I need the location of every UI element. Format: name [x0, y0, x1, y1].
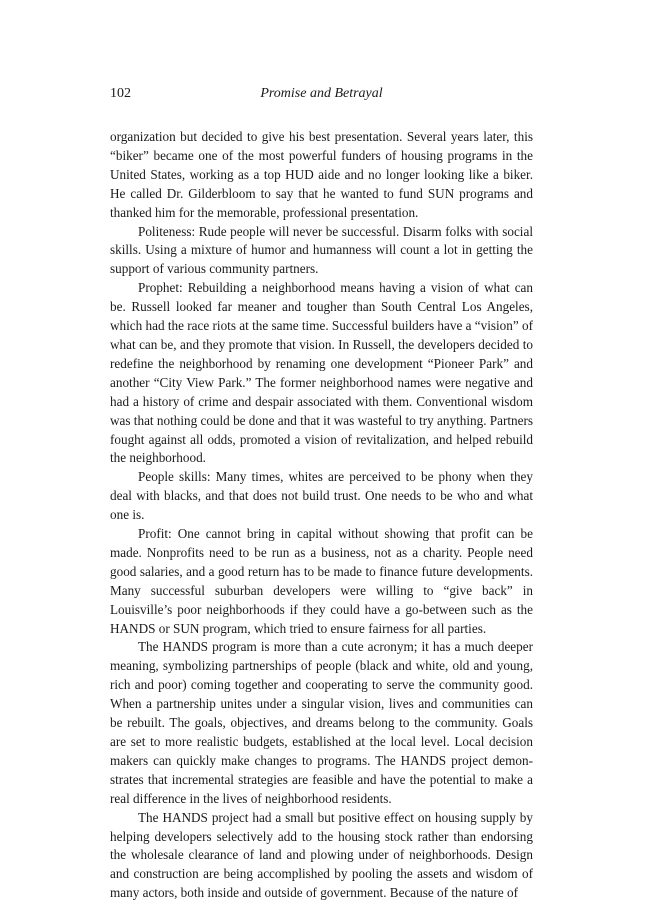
book-page: [110, 84, 533, 903]
paragraph-hands-effect: The HANDS project had a small but positive effect on housing supply by helping developers selectively add to the housing stock rather than endorsing the wholesale clearance of land and plowing under of neighborhoods. Design and construction are being accomplished by pooling the assets and wisdom of many actors, both inside and outside of government. Because of the nature of: [110, 809, 533, 901]
paragraph-prophet: Prophet: Rebuilding a neighborhood means having a vision of what can be. Russell looked far meaner and tougher than South Central Los Angeles, which had the race riots at the same time. Successful builders have a “vision” of what can be, and they promote that vision. In Russell, the developers decided to redefine the neighborhood by renaming one development “Pioneer Park” and another “City View Park.” The former neighborhood names were negative and had a history of crime and despair associated with them. Conventional wisdom was that nothing could be done and that it was wasteful to try anything. Partners fought against all odds, promoted a vision of revitalization, and helped rebuild the neighborhood.: [110, 280, 534, 466]
paragraph-profit: Profit: One cannot bring in capital without showing that profit can be made. Nonprofits need to be run as a business, not as a charity. People need good salaries, and a good return has to be made to finance future developments. Many successful suburban developers were willing to “give back” in Louisville’s poor neighborhoods if they could have a go-between such as the HANDS or SUN program, which tried to ensure fairness for all parties.: [110, 526, 533, 636]
page-number: 102: [110, 86, 131, 101]
running-title: Promise and Betrayal: [260, 86, 383, 101]
paragraph-hands-meaning: The HANDS program is more than a cute acronym; it has a much deeper meaning, symbolizing partnerships of people (black and white, old and young, rich and poor) coming together and cooperating to serve the community good. When a partnership unites under a singular vision, lives and communities can be rebuilt. The goals, objectives, and dreams belong to the community. Goals are set to more realistic budgets, established at the local level. Local decision makers can quickly make changes to programs. The HANDS project demonstrates that incremental strategies are feasible and have the potential to make a real difference in the lives of neighborhood residents.: [110, 639, 533, 806]
body-text: [110, 128, 533, 903]
running-head: [110, 84, 533, 104]
paragraph-people-skills: People skills: Many times, whites are perceived to be phony when they deal with blacks, and that does not build trust. One needs to be who and what one is.: [110, 469, 533, 523]
paragraph-politeness: Politeness: Rude people will never be successful. Disarm folks with social skills. Using a mixture of humor and humanness will count a lot in getting the support of various community partners.: [110, 223, 533, 277]
paragraph-continued: organization but decided to give his best presentation. Several years later, this “biker” became one of the most powerful funders of housing programs in the United States, working as a top HUD aide and no longer looking like a biker. He called Dr. Gilderbloom to say that he wanted to fund SUN programs and thanked him for the memorable, professional presentation.: [110, 129, 533, 220]
